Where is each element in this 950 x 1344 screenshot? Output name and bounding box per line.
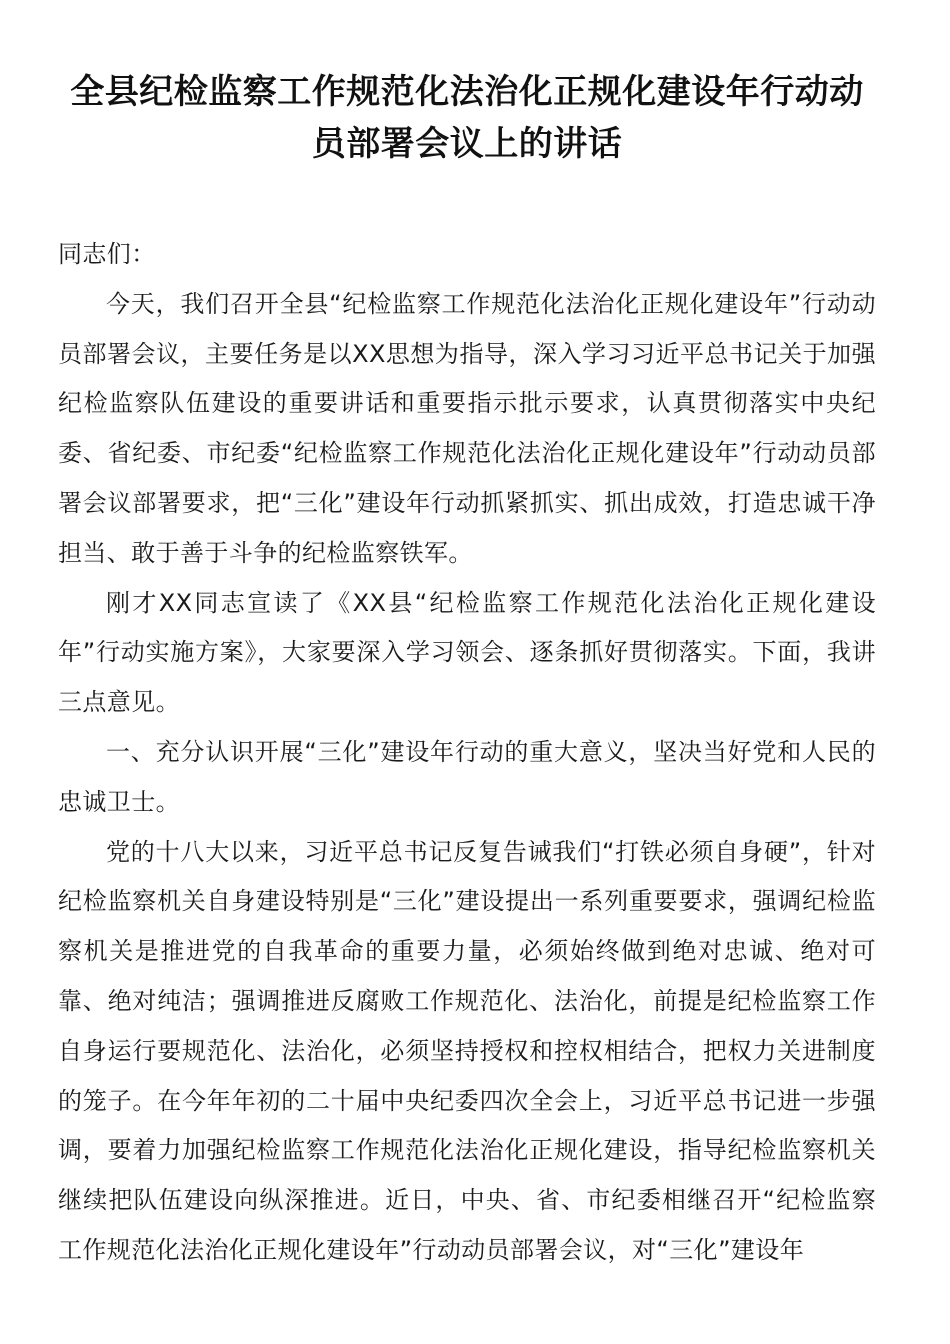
document-body [58,230,876,1276]
section-heading-one: 一、充分认识开展“三化”建设年行动的重大意义，坚决当好党和人民的忠诚卫士。 [58,737,876,816]
title-line-1: 全县纪检监察工作规范化法治化正规化建设年行动动 [70,72,864,112]
salutation: 同志们： [58,240,156,268]
paragraph-section-one: 党的十八大以来，习近平总书记反复告诫我们“打铁必须自身硬”，针对纪检监察机关自身建设特别是“三化”建设提出一系列重要要求，强调纪检监察机关是推进党的自我革命的重要力量，必须始终做到绝对忠诚、绝对可靠、绝对纯洁；强调推进反腐败工作规范化、法治化，前提是纪检监察工作自身运行要规范化、法治化，必须坚持授权和控权相结合，把权力关进制度的笼子。在今年年初的二十届中央纪委四次全会上，习近平总书记进一步强调，要着力加强纪检监察工作规范化法治化正规化建设，指导纪检监察机关继续把队伍建设向纵深推进。近日，中央、省、市纪委相继召开“纪检监察工作规范化法治化正规化建设年”行动动员部署会议，对“三化”建设年 [58,837,876,1264]
document-title [58,66,876,170]
paragraph-introduction: 刚才XX同志宣读了《XX县“纪检监察工作规范化法治化正规化建设年”行动实施方案》，大家要深入学习领会、逐条抓好贯彻落实。下面，我讲三点意见。 [58,588,876,717]
paragraph-opening: 今天，我们召开全县“纪检监察工作规范化法治化正规化建设年”行动动员部署会议，主要任务是以XX思想为指导，深入学习习近平总书记关于加强纪检监察队伍建设的重要讲话和重要指示批示要求，认真贯彻落实中央纪委、省纪委、市纪委“纪检监察工作规范化法治化正规化建设年”行动动员部署会议部署要求，把“三化”建设年行动抓紧抓实、抓出成效，打造忠诚干净担当、敢于善于斗争的纪检监察铁军。 [58,289,876,567]
title-line-2: 员部署会议上的讲话 [311,124,623,164]
